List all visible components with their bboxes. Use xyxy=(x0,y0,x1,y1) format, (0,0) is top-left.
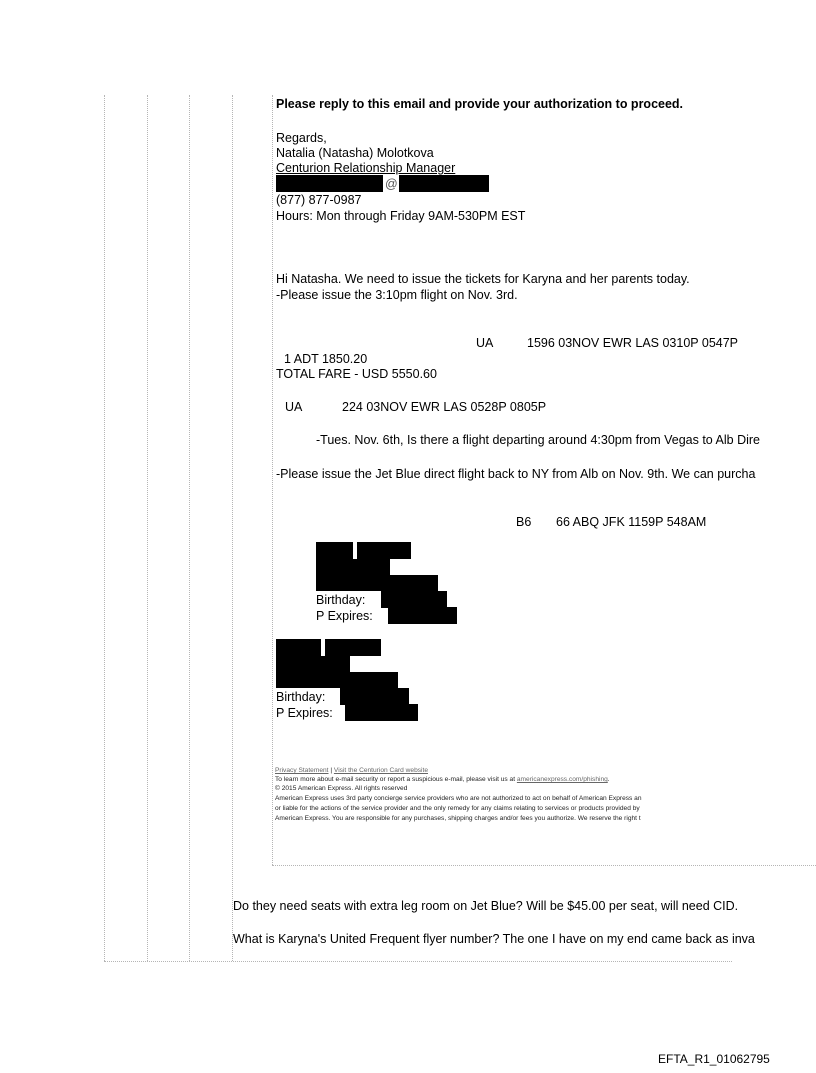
redacted-email-domain xyxy=(399,175,489,192)
flight-1-airline: UA xyxy=(476,336,494,350)
security-text: To learn more about e-mail security or report a suspicious e-mail, please visit us at xyxy=(275,776,516,783)
redacted-passenger-info xyxy=(316,575,438,591)
signature-hours: Hours: Mon through Friday 9AM-530PM EST xyxy=(276,209,526,223)
footer-copyright: © 2015 American Express. All rights reserved xyxy=(275,785,408,792)
reply-line-1: Hi Natasha. We need to issue the tickets for Karyna and her parents today. xyxy=(276,272,690,286)
question-frequent-flyer: What is Karyna's United Frequent flyer number? The one I have on my end came back as inva xyxy=(233,932,755,946)
passenger-2-expires-label: P Expires: xyxy=(276,706,333,720)
note-jetblue-flight: -Please issue the Jet Blue direct flight back to NY from Alb on Nov. 9th. We can purcha xyxy=(276,467,756,481)
table-bottom-line xyxy=(104,961,732,962)
passenger-1-expires-label: P Expires: xyxy=(316,609,373,623)
flight-3-airline: B6 xyxy=(516,515,532,529)
passenger-1-birthday-label: Birthday: xyxy=(316,593,366,607)
centurion-website-link[interactable]: Visit the Centurion Card website xyxy=(333,767,428,774)
note-vegas-flight: -Tues. Nov. 6th, Is there a flight departing around 4:30pm from Vegas to Alb Dire xyxy=(316,433,760,447)
redacted-passenger-name xyxy=(316,542,353,559)
privacy-statement-link[interactable]: Privacy Statement xyxy=(275,767,329,774)
security-end: . xyxy=(607,776,610,783)
authorization-request: Please reply to this email and provide your authorization to proceed. xyxy=(276,97,684,111)
question-leg-room: Do they need seats with extra leg room on Jet Blue? Will be $45.00 per seat, will need CID. xyxy=(233,899,739,913)
phishing-link[interactable]: americanexpress.com/phishing xyxy=(516,776,608,783)
footer-links xyxy=(275,767,428,775)
footer-disclaimer-3: American Express. You are responsible for any purchases, shipping charges and/or fees you authorize. We reserve the right t xyxy=(275,815,641,822)
redacted-passenger-info xyxy=(276,656,350,672)
footer-disclaimer-2: or liable for the actions of the service provider and the only remedy for any claims relating to services or products provided by xyxy=(275,805,640,812)
table-grid-line xyxy=(104,95,105,961)
redacted-passport-expiry xyxy=(388,607,457,624)
flight-3-details: 66 ABQ JFK 1159P 548AM xyxy=(556,515,707,529)
redacted-passenger-name xyxy=(325,639,381,656)
footer-disclaimer-1: American Express uses 3rd party concierge service providers who are not authorized to act on behalf of American Express an xyxy=(275,795,642,802)
signature-phone: (877) 877-0987 xyxy=(276,193,362,207)
redacted-passenger-name xyxy=(276,639,321,656)
reply-line-2: -Please issue the 3:10pm flight on Nov. 3rd. xyxy=(276,288,518,302)
redacted-passenger-info xyxy=(316,559,390,575)
table-grid-line xyxy=(147,95,148,961)
redacted-email-user xyxy=(276,175,383,192)
document-id: EFTA_R1_01062795 xyxy=(658,1052,770,1066)
quoted-block-border xyxy=(272,95,273,865)
redacted-passenger-info xyxy=(276,672,398,688)
flight-2-airline: UA xyxy=(285,400,303,414)
signature-title: Centurion Relationship Manager xyxy=(276,161,456,175)
footer-security-note xyxy=(275,776,610,784)
table-grid-line xyxy=(232,95,233,961)
flight-2-details: 224 03NOV EWR LAS 0528P 0805P xyxy=(342,400,547,414)
redacted-birthday xyxy=(381,591,447,608)
quoted-block-bottom xyxy=(272,865,816,866)
signature-closing: Regards, xyxy=(276,131,327,145)
table-grid-line xyxy=(189,95,190,961)
footer-separator: | xyxy=(330,767,333,774)
redacted-birthday xyxy=(340,688,409,705)
email-at-sign: @ xyxy=(385,177,398,191)
fare-total: TOTAL FARE - USD 5550.60 xyxy=(276,367,437,381)
redacted-passport-expiry xyxy=(345,704,418,721)
signature-name: Natalia (Natasha) Molotkova xyxy=(276,146,434,160)
fare-adult: 1 ADT 1850.20 xyxy=(284,352,368,366)
redacted-passenger-name xyxy=(357,542,411,559)
passenger-2-birthday-label: Birthday: xyxy=(276,690,326,704)
flight-1-details: 1596 03NOV EWR LAS 0310P 0547P xyxy=(527,336,739,350)
